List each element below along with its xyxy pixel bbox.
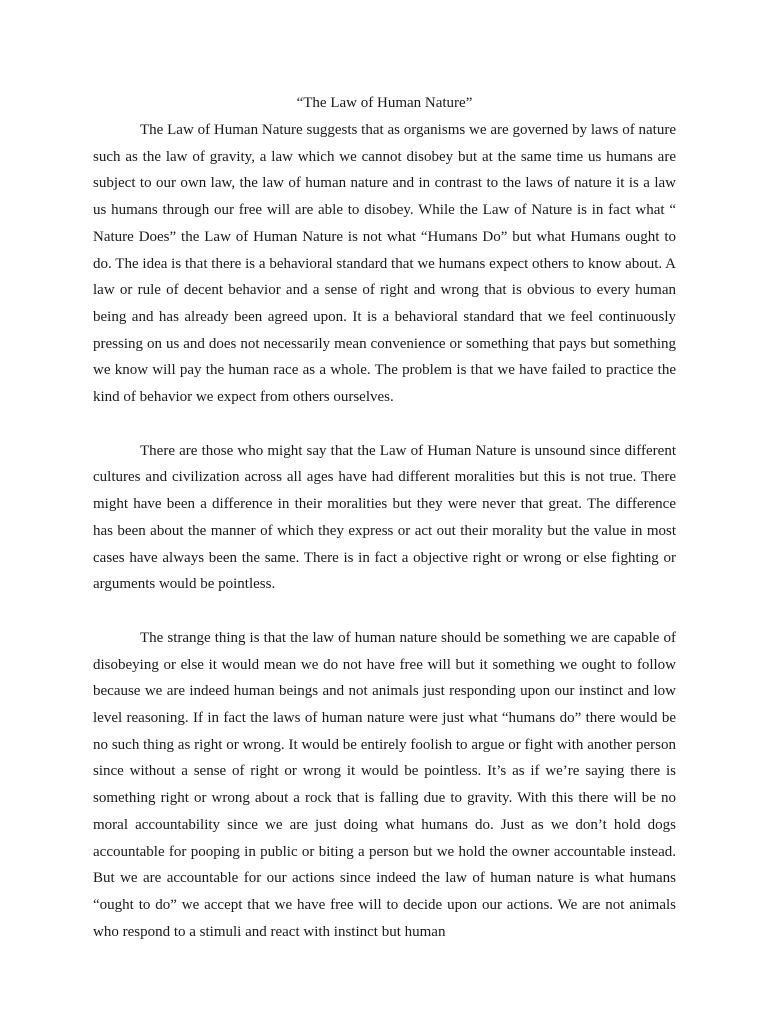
paragraph-2: There are those who might say that the Law of Human Nature is unsound since different cultures and civilization across all ages have had different moralities but this is not true. There might have been a difference in their moralities but they were never that great. The difference has been about the manner of which they express or act out their morality but the value in most cases have always been the same. There is in fact a objective right or wrong or else fighting or arguments would be pointless. xyxy=(93,442,676,593)
paragraph-1: The Law of Human Nature suggests that as organisms we are governed by laws of nature such as the law of gravity, a law which we cannot disobey but at the same time us humans are subject to our own law, the law of human nature and in contrast to the laws of nature it is a law us humans through our free will are able to disobey. While the Law of Nature is in fact what “ Nature Does” the Law of Human Nature is not what “Humans Do” but what Humans ought to do. The idea is that there is a behavioral standard that we humans expect others to know about. A law or rule of decent behavior and a sense of right and wrong that is obvious to every human being and has already been agreed upon. It is a behavioral standard that we feel continuously pressing on us and does not necessarily mean convenience or something that pays but something we know will pay the human race as a whole. The problem is that we have failed to practice the kind of behavior we expect from others ourselves. xyxy=(93,122,676,406)
paragraph-3: The strange thing is that the law of human nature should be something we are capable of disobeying or else it would mean we do not have free will but it something we ought to follow because we are indeed human beings and not animals just responding upon our instinct and low level reasoning. If in fact the laws of human nature were just what “humans do” there would be no such thing as right or wrong. It would be entirely foolish to argue or fight with another person since without a sense of right or wrong it would be pointless. It’s as if we’re saying there is something right or wrong about a rock that is falling due to gravity. With this there will be no moral accountability since we are just doing what humans do. Just as we don’t hold dogs accountable for pooping in public or biting a person but we hold the owner accountable instead. But we are accountable for our actions since indeed the law of human nature is what humans “ought to do” we accept that we have free will to decide upon our actions. We are not animals who respond to a stimuli and react with instinct but human xyxy=(93,629,676,940)
document-body xyxy=(93,90,676,945)
document-title: “The Law of Human Nature” xyxy=(296,95,473,111)
